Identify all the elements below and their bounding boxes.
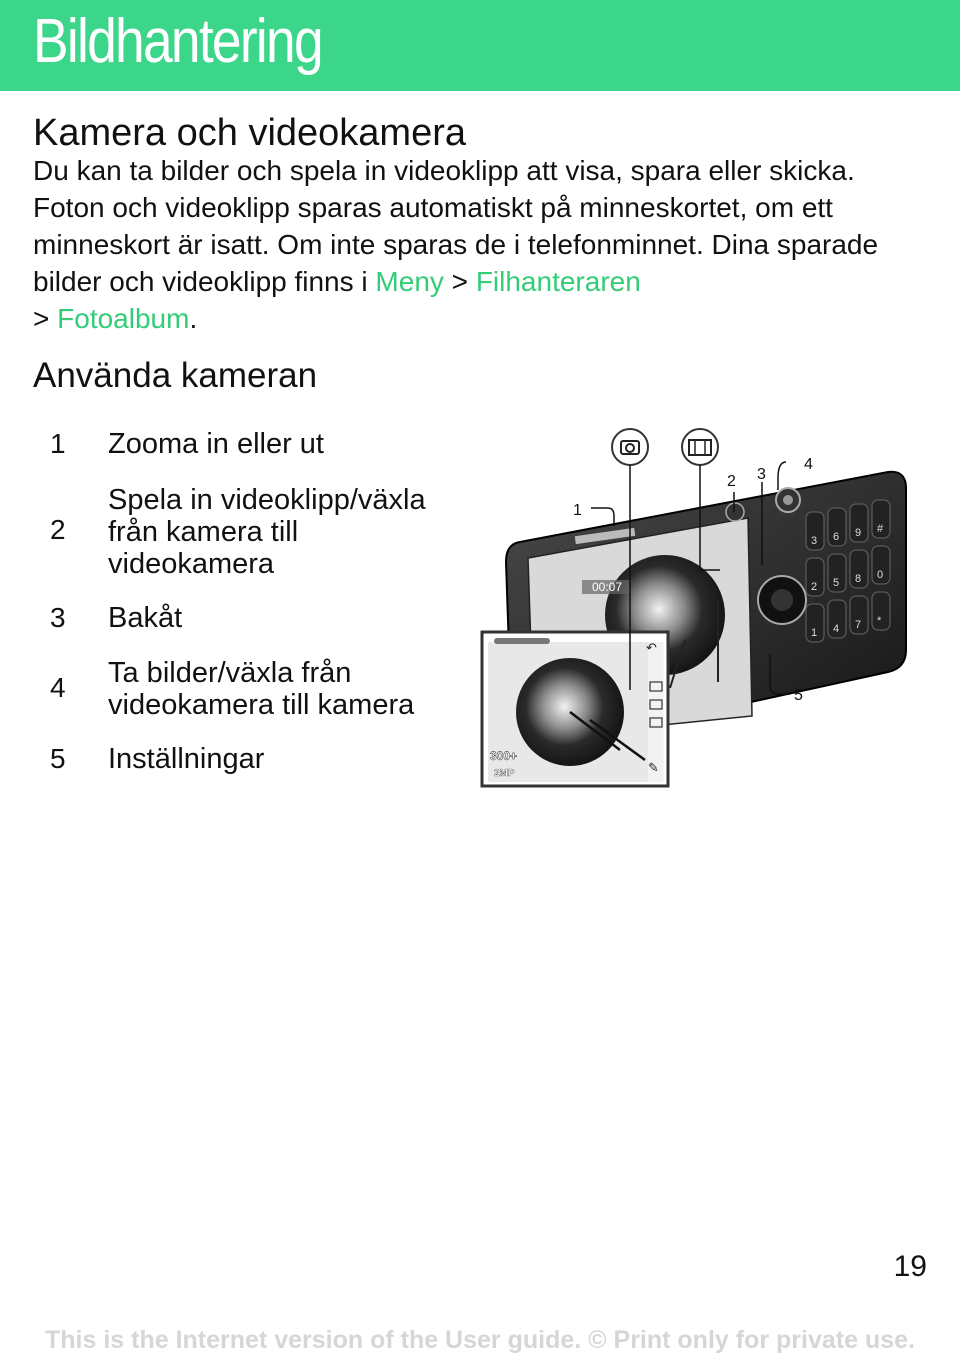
key-label: 6 <box>833 531 840 543</box>
callout-2: 2 <box>727 473 736 490</box>
screen-resolution: 2MP <box>494 768 515 779</box>
key-label: 7 <box>855 619 862 631</box>
phone-camera-illustration <box>470 420 930 800</box>
subsection-title: Använda kameran <box>33 356 318 395</box>
key-label: 0 <box>877 569 884 581</box>
key-label: 1 <box>811 627 818 639</box>
legend-number: 2 <box>50 514 66 545</box>
file-manager-link[interactable]: Filhanteraren <box>475 266 641 297</box>
legend-number: 1 <box>50 428 66 459</box>
key-label: 9 <box>855 527 862 539</box>
path-separator: > <box>33 303 58 334</box>
callout-5: 5 <box>794 687 803 704</box>
callout-4: 4 <box>804 456 813 473</box>
legend-label: Bakåt <box>108 602 183 634</box>
viewfinder-screen <box>482 632 668 786</box>
header-bar <box>0 0 960 91</box>
legend-number: 4 <box>50 672 66 703</box>
key-label: 5 <box>833 577 840 589</box>
screen-timer: 00:07 <box>592 580 623 594</box>
page-number: 19 <box>893 1250 927 1283</box>
legend-label: Inställningar <box>108 743 265 775</box>
camera-icon <box>612 429 648 465</box>
back-icon: ↶ <box>646 641 657 656</box>
path-end: . <box>189 303 198 334</box>
photo-album-link[interactable]: Fotoalbum <box>57 303 190 334</box>
section-title: Kamera och videokamera <box>33 112 466 154</box>
intro-paragraph <box>33 152 933 337</box>
callout-3: 3 <box>757 466 766 483</box>
intro-text: Du kan ta bilder och spela in videoklipp att visa, spara eller skicka. Foton och videoklipp sparas automatiskt på minneskortet, om ett minneskort är isatt. Om inte sparas de i telefonminnet. Dina sparade bilder och videoklipp finns i <box>33 155 879 297</box>
key-label: 8 <box>855 573 862 585</box>
menu-link[interactable]: Meny <box>375 266 444 297</box>
key-label: 4 <box>833 623 840 635</box>
key-label: 2 <box>811 581 818 593</box>
key-label: 3 <box>811 535 818 547</box>
legend-number: 3 <box>50 602 66 633</box>
key-label: * <box>877 615 882 627</box>
key-label: # <box>877 523 884 535</box>
legend-label: Spela in videoklipp/växla från kamera till videokamera <box>108 484 426 580</box>
legend-number: 5 <box>50 743 66 774</box>
callout-1: 1 <box>573 502 582 519</box>
screen-counter: 300+ <box>490 749 518 763</box>
chapter-title: Bildhantering <box>33 7 322 76</box>
footer-note: This is the Internet version of the User guide. © Print only for private use. <box>45 1326 915 1354</box>
wrench-icon: ✎ <box>648 761 659 776</box>
video-icon <box>682 429 718 465</box>
legend-label: Ta bilder/växla från videokamera till kamera <box>108 657 415 721</box>
legend-label: Zooma in eller ut <box>108 428 324 460</box>
path-separator: > <box>443 266 476 297</box>
